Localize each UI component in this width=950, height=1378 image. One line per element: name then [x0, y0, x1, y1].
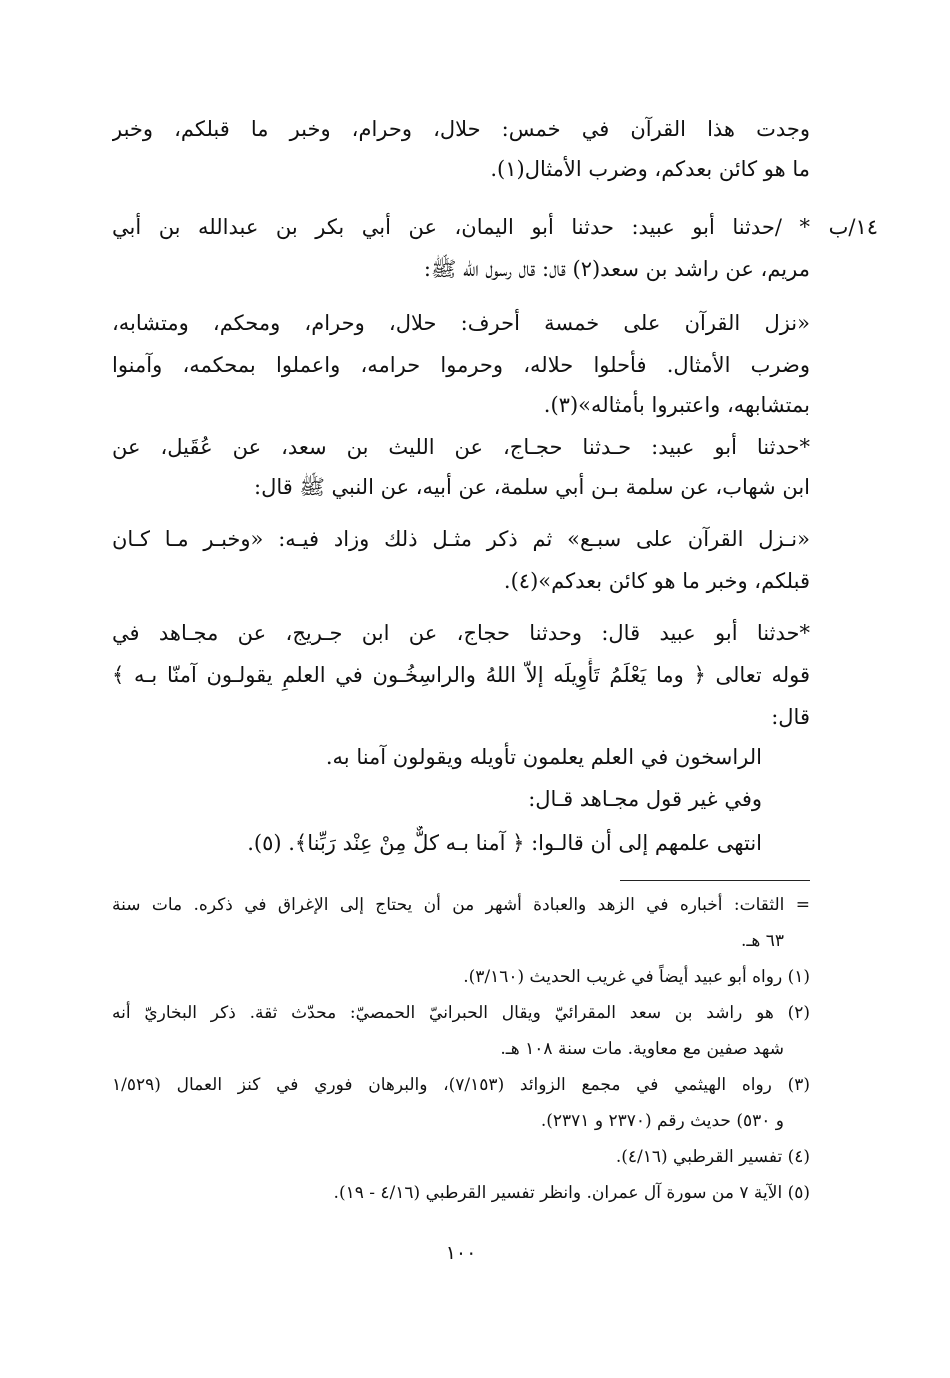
quote-line: الراسخون في العلم يعلمون تأويله ويقولون آمنا به.: [325, 745, 762, 769]
body-line: «نـزل القرآن على سبـع» ثم ذكر مثـل ذلك وزاد فيـه: «وخبـر مـا كـان: [112, 527, 810, 551]
footnote-2: (٢) هو راشد بن سعد المقرائيّ ويقال الحبرانيّ الحمصيّ: محدّث ثقة. ذكر البخاريّ أنه: [112, 1003, 810, 1023]
footnote-3: (٣) رواه الهيثمي في مجمع الزوائد (٧/١٥٣)، والبرهان فوري في كنز العمال (١/٥٢٩: [112, 1075, 810, 1095]
body-line: قبلكم، وخبر ما هو كائن بعدكم»(٤).: [503, 569, 810, 593]
footnote-separator: [620, 880, 810, 881]
footnote-5: (٥) الآية ٧ من سورة آل عمران. وانظر تفسير القرطبي (٤/١٦ - ١٩).: [333, 1183, 810, 1203]
body-line: بمتشابهه، واعتبروا بأمثاله»(٣).: [543, 393, 810, 417]
body-line: وضرب الأمثال. فأحلوا حلاله، وحرموا حرامه، واعملوا بمحكمه، وآمنوا: [112, 353, 810, 377]
body-line: ما هو كائن بعدكم، وضرب الأمثال(١).: [490, 157, 810, 181]
footnote-line: ٦٣ هـ.: [740, 931, 784, 951]
body-line: *حدثنا أبو عبيد قال: وحدثنا حجاج، عن ابن جـريج، عن مجـاهد في: [112, 621, 810, 645]
margin-folio-note: ١٤/ب: [828, 215, 878, 239]
body-line: *حدثنا أبو عبيد: حـدثنا حجـاج، عن الليث بن سعد، عن عُقَيل، عن: [112, 435, 810, 459]
quote-line: وفي غير قول مجـاهد قـال:: [528, 787, 762, 811]
body-line: قال:: [771, 705, 810, 729]
page-number: ١٠٠: [445, 1242, 477, 1264]
footnote-line: و ٥٣٠) حديث رقم (٢٣٧٠ و ٢٣٧١).: [540, 1111, 784, 1131]
body-line: «نزل القرآن على خمسة أحرف: حلال، وحرام، ومحكم، ومتشابه،: [112, 311, 810, 335]
page-body: [112, 0, 810, 1378]
quote-line: انتهى علمهم إلى أن قالـوا: ﴿ آمنا بـه كلٌّ مِنْ عِنْد رَبِّنا﴾. (٥).: [247, 831, 762, 855]
footnote-1: (١) رواه أبو عبيد أيضاً في غريب الحديث (٣/١٦٠).: [463, 967, 810, 987]
body-line: وجدت هذا القرآن في خمس: حلال، وحرام، وخبر ما قبلكم، وخبر: [112, 117, 810, 141]
body-line: * /حدثنا أبو عبيد: حدثنا أبو اليمان، عن أبي بكر بن عبدالله بن أبي: [112, 215, 810, 239]
body-line: قوله تعالى ﴿ وما يَعْلَمُ تَأْوِيلَه إلاّ اللهُ والراسِخُـون في العلمِ يقولـون آمنّا بـه ﴾: [112, 663, 810, 687]
footnote-line: شهد صفين مع معاوية. مات سنة ١٠٨ هـ.: [500, 1039, 784, 1059]
body-line: ابن شهاب، عن سلمة بـن أبي سلمة، عن أبيه، عن النبي ﷺ قال:: [254, 475, 810, 499]
footnote-4: (٤) تفسير القرطبي (٤/١٦).: [615, 1147, 810, 1167]
footnote-line: = الثقات: أخباره في الزهد والعبادة أشهر من أن يحتاج إلى الإغراق في ذكره. مات سنة: [112, 895, 810, 915]
body-line: مريم، عن راشد بن سعد(٢) قال: قال رسول الله ﷺ:: [423, 257, 810, 281]
